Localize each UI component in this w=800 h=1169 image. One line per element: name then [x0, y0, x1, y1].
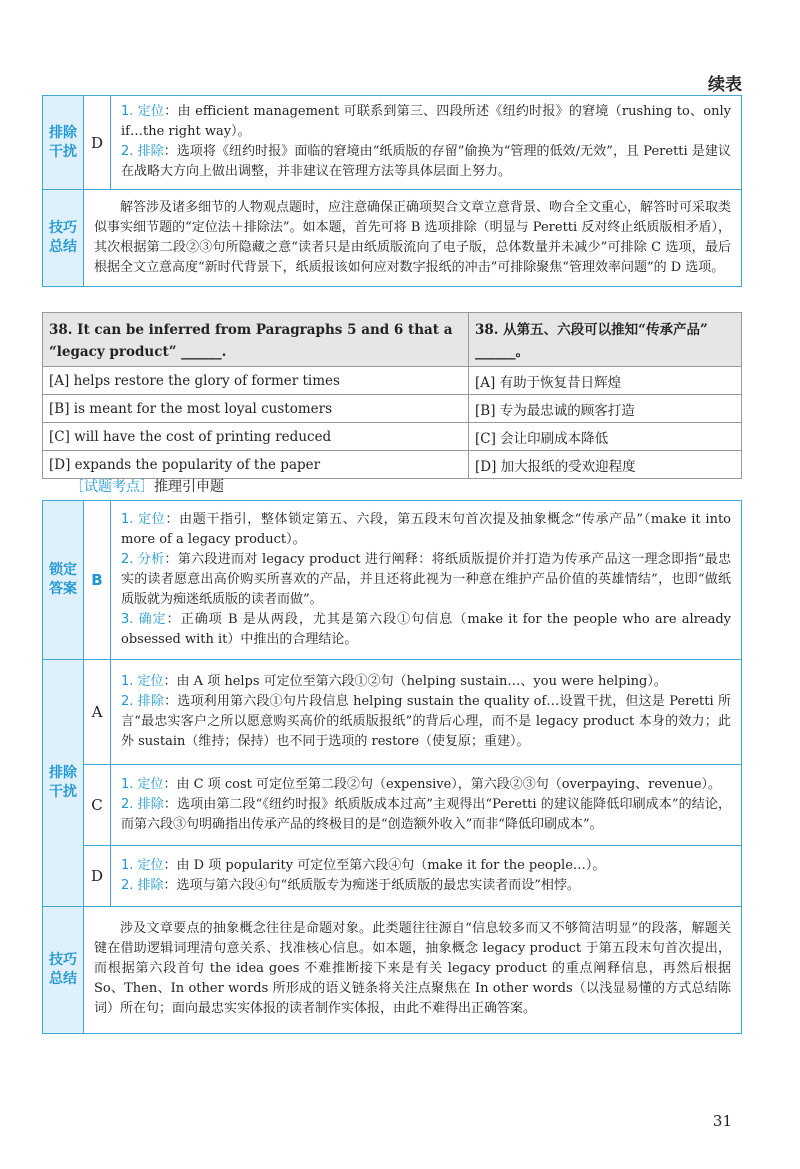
tips-content [84, 190, 741, 286]
elimination-options [84, 660, 741, 906]
confirm-tag: 3. 确定 [121, 612, 167, 627]
analyze-tag: 2. 分析 [121, 552, 165, 567]
option-d-zh: [D] 加大报纸的受欢迎程度 [469, 451, 742, 479]
answer-content [111, 501, 741, 659]
option-a-zh: [A] 有助于恢复昔日辉煌 [469, 367, 742, 395]
analysis-table [42, 500, 742, 1034]
exclude-tag: 2. 排除 [121, 694, 165, 709]
question-stem-zh: 38. 从第五、六段可以推知“传承产品” ______。 [469, 313, 742, 367]
option-c-zh: [C] 会让印刷成本降低 [469, 423, 742, 451]
option-row-b [43, 395, 742, 423]
elimination-option-c [84, 764, 741, 845]
option-b-en: [B] is meant for the most loyal customers [43, 395, 469, 423]
locate-text: ：由 D 项 popularity 可定位至第六段④句（make it for the people…）。 [163, 858, 606, 873]
option-b-zh: [B] 专为最忠诚的顾客打造 [469, 395, 742, 423]
answer-label: 锁定答案 [43, 501, 84, 659]
tips-label: 技巧总结 [43, 907, 84, 1033]
elimination-label: 排除干扰 [43, 660, 84, 906]
analyze-text: ：第六段进而对 legacy product 进行阐释：将纸质版提价并打造为传承产品这一理念即指“最忠实的读者愿意出高价购买所喜欢的产品，并且还将此视为一种意在维护产品价值的英雄情结”，也即“做纸质版就为痴迷纸质版的读者而做”。 [121, 552, 731, 607]
elimination-label: 排除干扰 [43, 96, 84, 189]
elimination-row [43, 659, 741, 906]
tips-row [43, 189, 741, 286]
locate-tag: 1. 定位 [121, 674, 164, 689]
option-letter: A [84, 660, 111, 764]
locate-tag: 1. 定位 [121, 104, 165, 119]
elimination-option-d [84, 845, 741, 906]
option-content [111, 846, 741, 906]
locate-text: ：由题干指引，整体锁定第五、六段，第五段末句首次提及抽象概念“传承产品”（make it into more of a legacy product）。 [121, 512, 731, 547]
answer-letter: B [84, 501, 111, 659]
tips-row [43, 906, 741, 1033]
tips-text: 解答涉及诸多细节的人物观点题时，应注意确保正确项契合文章立意背景、吻合全文重心，解答时可采取类似事实细节题的“定位法＋排除法”。如本题，首先可将 B 选项排除（明显与 Peretti 反对终止纸质版相矛盾），其次根据第二段②③句所隐藏之意“读者只是由纸质版流向了电子版，总体数量并未减少”可排除 C 选项，最后根据全文立意高度“新时代背景下，纸质报该如何应对数字报纸的冲击”可排除聚焦“管理效率问题”的 D 选项。 [94, 200, 732, 275]
elimination-row [43, 96, 741, 189]
question-stem-row [43, 313, 742, 367]
option-d-en: [D] expands the popularity of the paper [43, 451, 469, 479]
elimination-option-a [84, 660, 741, 764]
option-c-en: [C] will have the cost of printing reduced [43, 423, 469, 451]
exclude-tag: 2. 排除 [121, 797, 164, 812]
locate-tag: 1. 定位 [121, 512, 166, 527]
locate-text: ：由 A 项 helps 可定位至第六段①②句（helping sustain…、you were helping）。 [163, 674, 667, 689]
option-letter: C [84, 765, 111, 845]
exclude-text: ：选项将《纽约时报》面临的窘境由“纸质版的存留”偷换为“管理的低效/无效”，且 Peretti 是建议在战略大方向上做出调整，并非建议在管理方法等具体层面上努力。 [121, 144, 731, 179]
elimination-content [111, 96, 741, 189]
question-type-text: 推理引申题 [154, 479, 224, 495]
analysis-table-continued [42, 95, 742, 287]
option-row-a [43, 367, 742, 395]
option-row-c [43, 423, 742, 451]
tips-text: 涉及文章要点的抽象概念往往是命题对象。此类题往往源自“信息较多而又不够简洁明显”的段落，解题关键在借助逻辑词理清句意关系、找准核心信息。如本题，抽象概念 legacy product 于第五段末句首次提出，而根据第六段首句 the idea goes 不难推断接下来是有关 legacy product 的重点阐释信息，再然后根据 So、Then、In other words 所形成的语义链条将关注点聚焦在 In other words（以浅显易懂的方式总结陈词）所在句；面向最忠实实体报的读者制作实体报，由此不难得出正确答案。 [94, 921, 731, 1016]
tips-content [84, 907, 741, 1033]
option-a-en: [A] helps restore the glory of former times [43, 367, 469, 395]
tips-label: 技巧总结 [43, 190, 84, 286]
question-type [70, 476, 224, 496]
exclude-tag: 2. 排除 [121, 878, 164, 893]
continued-table-label: 续表 [708, 75, 742, 95]
locate-text: ：由 C 项 cost 可定位至第二段②句（expensive），第六段②③句（overpaying、revenue）。 [163, 777, 722, 792]
locate-tag: 1. 定位 [121, 858, 164, 873]
exclude-text: ：选项利用第六段①句片段信息 helping sustain the quality of…设置干扰，但这是 Peretti 所言“最忠实客户之所以愿意购买高价的纸质版报纸”的背后心理，而不是 legacy product 本身的效力；此外 sustain（维持；保持）也不同于选项的 restore（使复原；重建）。 [121, 694, 731, 749]
exclude-text: ：选项由第二段“《纽约时报》纸质版成本过高”主观得出“Peretti 的建议能降低印刷成本”的结论，而第六段③句明确指出传承产品的终极目的是“创造额外收入”而非“降低印刷成本”。 [121, 797, 731, 832]
page-number: 31 [712, 1112, 732, 1130]
option-content [111, 660, 741, 764]
option-letter: D [84, 846, 111, 906]
option-row-d [43, 451, 742, 479]
exclude-text: ：选项与第六段④句“纸质版专为痴迷于纸质版的最忠实读者而设”相悖。 [163, 878, 580, 893]
answer-row [43, 501, 741, 659]
option-content [111, 765, 741, 845]
confirm-text: ：正确项 B 是从两段，尤其是第六段①句信息（make it for the people who are already obsessed with it）中推出的合理结论。 [121, 612, 731, 647]
locate-tag: 1. 定位 [121, 777, 164, 792]
question-stem-en: 38. It can be inferred from Paragraphs 5 and 6 that a “legacy product” ______. [43, 313, 469, 367]
locate-text: ：由 efficient management 可联系到第三、四段所述《纽约时报》的窘境（rushing to、only if…the right way）。 [121, 104, 731, 139]
question-type-tag: ［试题考点］ [70, 479, 154, 495]
option-letter: D [84, 96, 111, 189]
question-table [42, 312, 742, 479]
exclude-tag: 2. 排除 [121, 144, 164, 159]
